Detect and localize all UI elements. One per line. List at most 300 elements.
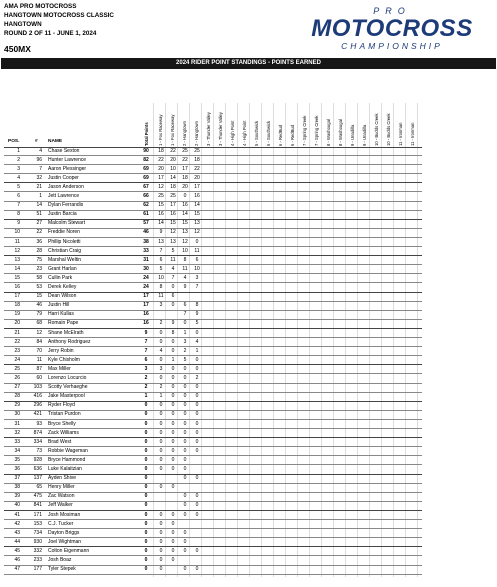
cell-race-points: 0 <box>171 420 175 427</box>
cell-total: 38 <box>143 238 149 245</box>
standings-title-band: 2024 RIDER POINT STANDINGS - POINTS EARNED <box>1 58 496 69</box>
cell-race-points: 7 <box>183 311 187 318</box>
cell-total: 30 <box>143 265 149 272</box>
cell-name: Cullin Park <box>48 274 73 281</box>
cell-race-points: 25 <box>158 193 164 199</box>
table-row <box>0 411 497 418</box>
table-row <box>0 457 497 464</box>
cell-name: Dayton Briggs <box>48 529 80 536</box>
cell-number: 14 <box>36 202 42 209</box>
cell-race-points: 0 <box>195 402 199 409</box>
cell-race-points: 5 <box>159 265 163 272</box>
cell-pos: 12 <box>14 247 20 254</box>
col-header-race: 9 - Unadilla <box>350 124 355 146</box>
cell-race-points: 0 <box>183 529 187 536</box>
cell-race-points: 25 <box>194 147 200 154</box>
cell-race-points: 0 <box>159 420 163 427</box>
cell-number: 296 <box>33 402 42 409</box>
cell-name: Jake Masterpool <box>48 393 85 400</box>
cell-race-points: 0 <box>183 384 187 391</box>
col-header-race: 4 - High Point <box>230 120 235 146</box>
cell-pos: 5 <box>17 183 20 190</box>
cell-pos: 33 <box>14 438 20 445</box>
cell-number: 75 <box>36 256 42 263</box>
cell-race-points: 18 <box>194 156 200 163</box>
cell-race-points: 0 <box>171 456 175 463</box>
cell-number: 15 <box>36 293 42 300</box>
cell-race-points: 3 <box>159 365 163 372</box>
cell-number: 79 <box>36 311 42 318</box>
cell-name: Kyle Chisholm <box>48 356 80 363</box>
cell-race-points: 1 <box>159 393 163 400</box>
cell-total: 46 <box>143 229 149 236</box>
cell-race-points: 6 <box>171 293 175 300</box>
cell-pos: 13 <box>14 256 20 263</box>
table-row <box>0 220 497 227</box>
cell-name: Joel Wightman <box>48 538 82 545</box>
class-label: 450MX <box>4 44 31 54</box>
cell-race-points: 18 <box>158 147 164 154</box>
cell-race-points: 12 <box>194 229 200 236</box>
cell-race-points: 9 <box>183 284 187 290</box>
cell-total: 17 <box>143 293 149 300</box>
cell-total: 16 <box>143 311 149 318</box>
cell-pos: 40 <box>14 502 20 509</box>
cell-name: Justin Barcia <box>48 211 77 218</box>
cell-total: 62 <box>143 202 149 209</box>
col-header-race: 3 - Thunder Valley <box>218 112 223 146</box>
cell-total: 2 <box>144 375 148 381</box>
cell-number: 930 <box>33 538 42 545</box>
cell-name: Ryder Floyd <box>48 402 75 409</box>
cell-race-points: 3 <box>159 302 163 309</box>
cell-pos: 25 <box>14 365 20 372</box>
cell-race-points: 0 <box>171 347 175 354</box>
cell-race-points: 15 <box>170 220 176 227</box>
table-row <box>0 539 497 546</box>
cell-race-points: 20 <box>170 156 176 163</box>
col-header-race: 5 - Southwick <box>254 120 259 146</box>
logo-bottom-text: CHAMPIONSHIP <box>341 41 443 51</box>
cell-race-points: 15 <box>158 202 164 209</box>
cell-race-points: 4 <box>159 347 163 354</box>
cell-total: 82 <box>143 156 149 163</box>
cell-pos: 26 <box>14 375 20 381</box>
cell-name: Jason Anderson <box>48 183 84 190</box>
row-separator <box>4 574 422 575</box>
cell-race-points: 16 <box>182 202 188 209</box>
table-row <box>0 384 497 391</box>
header-line-2: HANGTOWN MOTOCROSS CLASSIC <box>4 12 114 19</box>
cell-name: Freddie Noren <box>48 229 80 236</box>
cell-name: Shane McElrath <box>48 329 84 336</box>
cell-race-points: 0 <box>159 557 163 563</box>
pro-motocross-logo <box>289 2 495 54</box>
cell-race-points: 0 <box>171 402 175 409</box>
cell-name: Phillip Nicoletti <box>48 238 81 245</box>
cell-number: 928 <box>33 456 42 463</box>
cell-total: 0 <box>144 520 148 527</box>
cell-name: Chase Sexton <box>48 147 80 154</box>
cell-total: 24 <box>143 284 149 290</box>
cell-race-points: 18 <box>182 174 188 181</box>
cell-race-points: 0 <box>171 547 175 554</box>
cell-race-points: 0 <box>159 411 163 418</box>
cell-race-points: 0 <box>171 384 175 391</box>
cell-name: Luke Kalaitzian <box>48 466 82 472</box>
cell-pos: 2 <box>17 156 20 163</box>
col-header-pos: POS. <box>8 139 20 144</box>
table-row <box>0 521 497 528</box>
col-header-race: 9 - Unadilla <box>362 124 367 146</box>
cell-race-points: 0 <box>195 547 199 554</box>
table-row <box>0 157 497 164</box>
cell-name: Jeff Walker <box>48 502 73 509</box>
cell-name: Christian Craig <box>48 247 82 254</box>
col-header-race: 1 - Fox Raceway <box>158 114 163 146</box>
cell-race-points: 17 <box>170 202 176 209</box>
cell-number: 4 <box>39 147 42 154</box>
col-header-race: 11 - Ironman <box>398 122 403 146</box>
table-row <box>0 257 497 264</box>
col-header-race: 5 - Southwick <box>266 120 271 146</box>
cell-pos: 19 <box>14 311 20 318</box>
cell-race-points: 0 <box>195 511 199 518</box>
cell-number: 27 <box>36 220 42 227</box>
cell-number: 23 <box>36 265 42 272</box>
logo-main-text: MOTOCROSS <box>311 15 473 42</box>
table-row <box>0 502 497 509</box>
table-row <box>0 211 497 218</box>
cell-race-points: 0 <box>195 566 199 573</box>
cell-number: 177 <box>33 566 42 573</box>
table-row <box>0 439 497 446</box>
cell-total: 0 <box>144 456 148 463</box>
cell-pos: 8 <box>17 211 20 218</box>
col-header-total: Total Points <box>144 122 149 146</box>
table-row <box>0 184 497 191</box>
cell-number: 96 <box>36 156 42 163</box>
cell-pos: 35 <box>14 456 20 463</box>
cell-total: 24 <box>143 274 149 281</box>
cell-pos: 27 <box>14 384 20 391</box>
cell-pos: 31 <box>14 420 20 427</box>
cell-number: 12 <box>36 329 42 336</box>
cell-race-points: 0 <box>183 547 187 554</box>
cell-race-points: 8 <box>183 256 187 263</box>
cell-race-points: 0 <box>195 502 199 509</box>
cell-race-points: 3 <box>195 274 199 281</box>
cell-number: 68 <box>36 320 42 327</box>
cell-name: Josh Boaz <box>48 557 72 563</box>
cell-race-points: 18 <box>170 183 176 190</box>
cell-name: Josh Mosiman <box>48 511 81 518</box>
cell-race-points: 0 <box>171 284 175 290</box>
cell-name: Anthony Rodriguez <box>48 338 91 345</box>
cell-pos: 1 <box>17 147 20 154</box>
cell-name: Bryce Shelly <box>48 420 76 427</box>
cell-number: 28 <box>36 247 42 254</box>
cell-total: 0 <box>144 420 148 427</box>
cell-race-points: 0 <box>183 566 187 573</box>
cell-race-points: 14 <box>182 211 188 218</box>
cell-total: 0 <box>144 502 148 509</box>
cell-race-points: 0 <box>159 338 163 345</box>
cell-race-points: 4 <box>195 338 199 345</box>
table-row <box>0 311 497 318</box>
cell-race-points: 9 <box>159 229 163 236</box>
cell-race-points: 7 <box>171 274 175 281</box>
cell-number: 636 <box>33 466 42 472</box>
cell-race-points: 0 <box>159 547 163 554</box>
cell-total: 3 <box>144 365 148 372</box>
cell-race-points: 0 <box>183 466 187 472</box>
cell-race-points: 22 <box>158 156 164 163</box>
col-header-race: 8 - Washougal <box>338 119 343 146</box>
table-row <box>0 402 497 409</box>
col-header-name: NAME <box>48 139 63 144</box>
cell-total: 67 <box>143 183 149 190</box>
table-row <box>0 148 497 155</box>
cell-race-points: 16 <box>170 211 176 218</box>
cell-total: 69 <box>143 165 149 172</box>
cell-name: Justin Cooper <box>48 174 79 181</box>
cell-race-points: 2 <box>159 320 163 327</box>
cell-name: Grant Harlan <box>48 265 77 272</box>
cell-number: 65 <box>36 484 42 491</box>
table-row <box>0 375 497 382</box>
cell-race-points: 0 <box>171 529 175 536</box>
cell-number: 21 <box>36 183 42 190</box>
cell-race-points: 2 <box>183 347 187 354</box>
cell-number: 11 <box>36 356 42 363</box>
col-header-race: 10 - Budds Creek <box>374 113 379 146</box>
table-row <box>0 202 497 209</box>
cell-race-points: 0 <box>183 475 187 482</box>
cell-race-points: 0 <box>183 402 187 409</box>
cell-race-points: 0 <box>159 375 163 381</box>
cell-total: 0 <box>144 447 148 454</box>
cell-race-points: 17 <box>182 165 188 172</box>
cell-race-points: 0 <box>159 402 163 409</box>
cell-race-points: 1 <box>183 329 187 336</box>
table-row <box>0 229 497 236</box>
cell-race-points: 0 <box>183 393 187 400</box>
cell-race-points: 16 <box>194 193 200 199</box>
cell-race-points: 0 <box>195 384 199 391</box>
cell-race-points: 0 <box>159 529 163 536</box>
cell-race-points: 0 <box>171 447 175 454</box>
cell-race-points: 14 <box>158 220 164 227</box>
cell-pos: 6 <box>17 193 20 199</box>
cell-total: 7 <box>144 338 148 345</box>
cell-pos: 34 <box>14 447 20 454</box>
cell-name: C.J. Tucker <box>48 520 74 527</box>
cell-pos: 9 <box>17 220 20 227</box>
cell-number: 1 <box>39 193 42 199</box>
col-header-race: 10 - Budds Creek <box>386 113 391 146</box>
cell-number: 874 <box>33 429 42 436</box>
cell-race-points: 0 <box>183 511 187 518</box>
cell-race-points: 0 <box>171 484 175 491</box>
cell-race-points: 11 <box>158 293 164 300</box>
cell-race-points: 0 <box>171 393 175 400</box>
cell-race-points: 7 <box>159 247 163 254</box>
cell-race-points: 0 <box>171 365 175 372</box>
cell-pos: 20 <box>14 320 20 327</box>
cell-pos: 43 <box>14 529 20 536</box>
cell-total: 0 <box>144 402 148 409</box>
table-row <box>0 320 497 327</box>
table-row <box>0 348 497 355</box>
cell-pos: 41 <box>14 511 20 518</box>
cell-name: Scotty Verhaeghe <box>48 384 88 391</box>
cell-number: 416 <box>33 393 42 400</box>
cell-race-points: 0 <box>171 429 175 436</box>
cell-race-points: 8 <box>159 284 163 290</box>
cell-total: 0 <box>144 529 148 536</box>
cell-race-points: 2 <box>159 384 163 391</box>
cell-name: Henry Miller <box>48 484 75 491</box>
cell-total: 31 <box>143 256 149 263</box>
cell-pos: 36 <box>14 466 20 472</box>
cell-race-points: 10 <box>158 274 164 281</box>
cell-race-points: 0 <box>171 375 175 381</box>
table-row <box>0 548 497 555</box>
cell-race-points: 0 <box>171 520 175 527</box>
cell-total: 2 <box>144 384 148 391</box>
cell-race-points: 0 <box>159 520 163 527</box>
cell-pos: 47 <box>14 566 20 573</box>
cell-race-points: 0 <box>159 429 163 436</box>
cell-total: 0 <box>144 411 148 418</box>
cell-race-points: 6 <box>195 256 199 263</box>
cell-race-points: 0 <box>195 447 199 454</box>
cell-total: 0 <box>144 484 148 491</box>
cell-race-points: 11 <box>182 265 188 272</box>
cell-name: Dylan Ferrandis <box>48 202 84 209</box>
cell-pos: 11 <box>14 238 20 245</box>
cell-number: 53 <box>36 284 42 290</box>
table-row <box>0 393 497 400</box>
col-header-race: 2 - Hangtown <box>194 121 199 146</box>
col-header-race: 7 - Spring Creek <box>302 115 307 146</box>
cell-race-points: 13 <box>170 238 176 245</box>
cell-race-points: 17 <box>158 174 164 181</box>
cell-race-points: 15 <box>182 220 188 227</box>
cell-pos: 38 <box>14 484 20 491</box>
cell-race-points: 22 <box>194 165 200 172</box>
cell-pos: 23 <box>14 347 20 354</box>
cell-total: 0 <box>144 438 148 445</box>
col-header-race: 6 - RedBud <box>278 124 283 146</box>
cell-name: Robbie Wageman <box>48 447 88 454</box>
cell-race-points: 0 <box>159 329 163 336</box>
cell-name: Harri Kullas <box>48 311 74 318</box>
table-row <box>0 293 497 300</box>
cell-race-points: 7 <box>195 284 199 290</box>
table-row <box>0 175 497 182</box>
cell-race-points: 22 <box>170 147 176 154</box>
cell-race-points: 13 <box>182 229 188 236</box>
cell-race-points: 13 <box>158 238 164 245</box>
cell-total: 0 <box>144 466 148 472</box>
table-row <box>0 466 497 473</box>
cell-race-points: 0 <box>159 356 163 363</box>
cell-name: Zac Watson <box>48 493 75 500</box>
cell-race-points: 10 <box>170 165 176 172</box>
cell-race-points: 1 <box>171 356 175 363</box>
cell-name: Lorenzo Locurcio <box>48 375 87 381</box>
cell-race-points: 8 <box>195 302 199 309</box>
cell-race-points: 16 <box>158 211 164 218</box>
cell-race-points: 0 <box>183 456 187 463</box>
cell-name: Tristan Purdon <box>48 411 81 418</box>
cell-race-points: 0 <box>195 329 199 336</box>
cell-pos: 17 <box>14 293 20 300</box>
cell-number: 137 <box>33 475 42 482</box>
cell-name: Derek Kelley <box>48 284 77 290</box>
cell-pos: 37 <box>14 475 20 482</box>
cell-total: 0 <box>144 547 148 554</box>
cell-race-points: 10 <box>182 247 188 254</box>
cell-race-points: 0 <box>171 438 175 445</box>
table-row <box>0 275 497 282</box>
cell-total: 0 <box>144 429 148 436</box>
cell-race-points: 9 <box>195 311 199 318</box>
cell-number: 46 <box>36 302 42 309</box>
cell-race-points: 0 <box>183 438 187 445</box>
cell-race-points: 0 <box>183 420 187 427</box>
cell-pos: 39 <box>14 493 20 500</box>
cell-race-points: 2 <box>195 375 199 381</box>
cell-race-points: 3 <box>183 338 187 345</box>
cell-race-points: 0 <box>195 438 199 445</box>
cell-race-points: 0 <box>171 538 175 545</box>
cell-race-points: 11 <box>194 247 200 254</box>
cell-race-points: 0 <box>159 456 163 463</box>
cell-race-points: 20 <box>194 174 200 181</box>
cell-total: 57 <box>143 220 149 227</box>
cell-pos: 22 <box>14 338 20 345</box>
cell-total: 17 <box>143 302 149 309</box>
table-row <box>0 448 497 455</box>
cell-name: Bryce Hammond <box>48 456 86 463</box>
cell-total: 33 <box>143 247 149 254</box>
logo-pro-text: PRO <box>373 6 411 16</box>
table-row <box>0 512 497 519</box>
cell-race-points: 0 <box>195 411 199 418</box>
cell-number: 332 <box>33 547 42 554</box>
cell-name: Dean Wilson <box>48 293 77 300</box>
cell-name: Hunter Lawrence <box>48 156 87 163</box>
cell-race-points: 0 <box>171 557 175 563</box>
cell-race-points: 5 <box>195 320 199 327</box>
cell-pos: 29 <box>14 402 20 409</box>
cell-number: 51 <box>36 211 42 218</box>
cell-pos: 32 <box>14 429 20 436</box>
table-row <box>0 475 497 482</box>
cell-race-points: 0 <box>171 338 175 345</box>
cell-race-points: 0 <box>195 475 199 482</box>
cell-name: Malcolm Stewart <box>48 220 85 227</box>
cell-race-points: 8 <box>171 329 175 336</box>
cell-name: Tyler Stepek <box>48 566 76 573</box>
cell-race-points: 10 <box>194 265 200 272</box>
table-row <box>0 357 497 364</box>
cell-pos: 21 <box>14 329 20 336</box>
cell-number: 233 <box>33 557 42 563</box>
